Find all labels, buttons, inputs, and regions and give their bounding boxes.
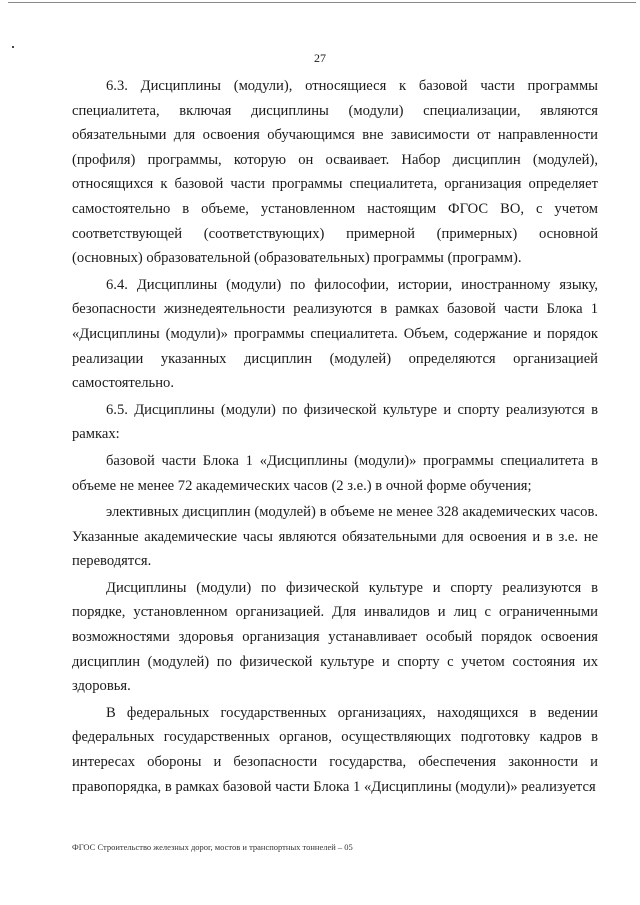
page-number: 27	[314, 51, 326, 65]
paragraph-6-5: 6.5. Дисциплины (модули) по физической культуре и спорту реализуются в рамках:	[72, 401, 598, 443]
paragraph-pe-procedure: Дисциплины (модули) по физической культуре и спорту реализуются в порядке, установленном организацией. Для инвалидов и лиц с ограниченными возможностями здоровья организация устанавливает особый порядок освоения дисциплин (модулей) по физической культуре и спорту с учетом состояния их здоровья.	[72, 579, 598, 695]
paragraph-basic-part-hours: базовой части Блока 1 «Дисциплины (модули)» программы специалитета в объеме не менее 72 академических часов (2 з.е.) в очной форме обучения;	[72, 452, 598, 494]
document-footer: ФГОС Строительство железных дорог, мостов и транспортных тоннелей – 05	[72, 842, 353, 852]
document-body	[72, 74, 598, 799]
paragraph-6-4: 6.4. Дисциплины (модули) по философии, истории, иностранному языку, безопасности жизнедеятельности реализуются в рамках базовой части Блока 1 «Дисциплины (модули)» программы специалитета. Объем, содержание и порядок реализации указанных дисциплин (модулей) определяются организацией самостоятельно.	[72, 276, 598, 392]
scan-speck	[12, 46, 14, 48]
paragraph-6-3: 6.3. Дисциплины (модули), относящиеся к базовой части программы специалитета, включая дисциплины (модули) специализации, являются обязательными для освоения обучающимся вне зависимости от направленности (профиля) программы, которую он осваивает. Набор дисциплин (модулей), относящихся к базовой части программы специалитета, организация определяет самостоятельно в объеме, установленном настоящим ФГОС ВО, с учетом соответствующей (соответствующих) примерной (примерных) основной (основных) образовательной (образовательных) программы (программ).	[72, 78, 598, 267]
scan-top-edge	[8, 2, 636, 3]
paragraph-elective-hours: элективных дисциплин (модулей) в объеме не менее 328 академических часов. Указанные академические часы являются обязательными для освоения и в з.е. не переводятся.	[72, 504, 598, 570]
paragraph-federal-organizations: В федеральных государственных организациях, находящихся в ведении федеральных государственных органов, осуществляющих подготовку кадров в интересах обороны и безопасности государства, обеспечения законности и правопорядка, в рамках базовой части Блока 1 «Дисциплины (модули)» реализуется	[72, 704, 598, 795]
